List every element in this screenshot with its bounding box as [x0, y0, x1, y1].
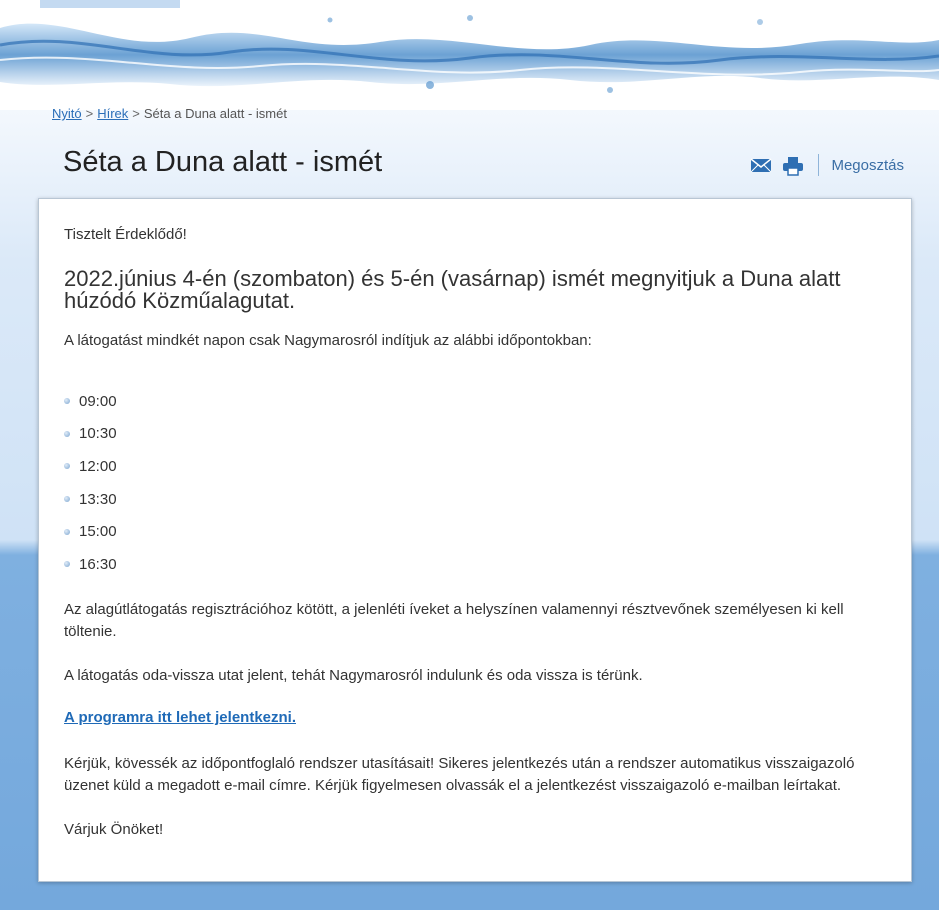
registration-note: Az alagútlátogatás regisztrációhoz kötött, a jelenléti íveket a helyszínen valamennyi résztvevőnek személyesen ki kell töltenie. [64, 601, 844, 640]
breadcrumb-separator: > [132, 106, 140, 121]
article-lead: 2022.június 4-én (szombaton) és 5-én (vasárnap) ismét megnyitjuk a Duna alatt húzódó Közműalagutat. [64, 266, 841, 313]
share-button[interactable]: Megosztás [831, 156, 904, 174]
list-item [64, 548, 117, 581]
closing-text: Várjuk Önöket! [64, 821, 164, 838]
bullet-icon [64, 529, 70, 535]
round-trip-note: A látogatás oda-vissza utat jelent, tehát Nagymarosról indulunk és oda vissza is térünk. [64, 667, 643, 684]
signup-link[interactable]: A programra itt lehet jelentkezni. [64, 709, 296, 726]
bullet-icon [64, 463, 70, 469]
time-slot: 15:00 [79, 523, 117, 541]
list-item [64, 385, 117, 418]
article-tools [750, 154, 904, 176]
time-slot: 12:00 [79, 457, 117, 475]
instructions-text: Kérjük, kövessék az időpontfoglaló rendszer utasításait! Sikeres jelentkezés után a rendszer automatikus visszaigazoló üzenet küld a megadott e-mail címre. Kérjük figyelmesen olvassák el a jelentkezést visszaigazoló e-mailban leírtakat. [64, 755, 855, 794]
list-item [64, 483, 117, 516]
intro-text: A látogatást mindkét napon csak Nagymarosról indítjuk az alábbi időpontokban: [64, 332, 592, 349]
printer-icon[interactable] [782, 156, 804, 174]
list-item [64, 418, 117, 451]
bullet-icon [64, 496, 70, 502]
time-slot: 16:30 [79, 555, 117, 573]
list-item [64, 450, 117, 483]
bullet-icon [64, 431, 70, 437]
time-slot: 09:00 [79, 392, 117, 410]
breadcrumb-separator: > [85, 106, 94, 121]
bullet-icon [64, 398, 70, 404]
article-card [38, 198, 912, 882]
bullet-icon [64, 561, 70, 567]
water-header-banner [0, 0, 939, 110]
time-slot: 13:30 [79, 490, 117, 508]
page-title: Séta a Duna alatt - ismét [63, 146, 383, 178]
envelope-icon[interactable] [750, 156, 772, 174]
breadcrumb [52, 106, 287, 121]
breadcrumb-news-link[interactable]: Hírek [97, 106, 129, 121]
breadcrumb-home-link[interactable]: Nyitó [52, 106, 82, 121]
toolbar-divider [818, 154, 819, 176]
breadcrumb-current: Séta a Duna alatt - ismét [143, 106, 287, 121]
greeting: Tisztelt Érdeklődő! [64, 226, 187, 243]
time-list [64, 385, 117, 581]
list-item [64, 515, 117, 548]
time-slot: 10:30 [79, 425, 117, 443]
